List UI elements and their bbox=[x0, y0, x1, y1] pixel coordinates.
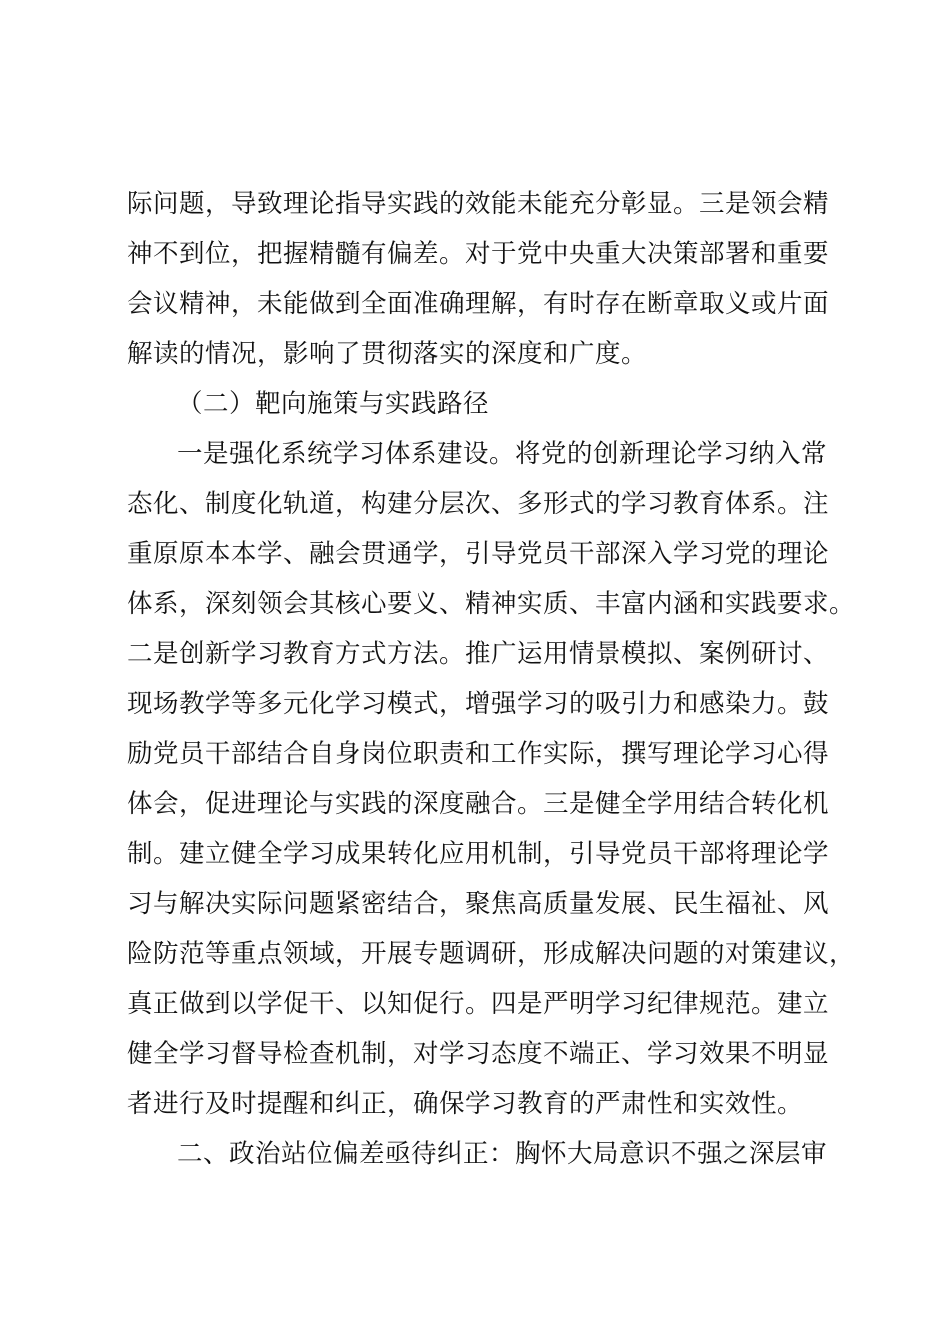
body-text-line: 解读的情况，影响了贯彻落实的深度和广度。 bbox=[127, 339, 648, 369]
body-text-line: 际问题，导致理论指导实践的效能未能充分彰显。三是领会精 bbox=[127, 189, 830, 219]
body-text-line: 者进行及时提醒和纠正，确保学习教育的严肃性和实效性。 bbox=[127, 1089, 804, 1119]
body-text-line: 二是创新学习教育方式方法。推广运用情景模拟、案例研讨、 bbox=[127, 639, 830, 669]
body-text-line: 险防范等重点领域，开展专题调研，形成解决问题的对策建议， bbox=[127, 939, 856, 969]
body-text-line: 习与解决实际问题紧密结合，聚焦高质量发展、民生福祉、风 bbox=[127, 889, 830, 919]
body-text-line: 制。建立健全学习成果转化应用机制，引导党员干部将理论学 bbox=[127, 839, 830, 869]
body-text-line: 神不到位，把握精髓有偏差。对于党中央重大决策部署和重要 bbox=[127, 239, 830, 269]
body-text-line: 会议精神，未能做到全面准确理解，有时存在断章取义或片面 bbox=[127, 289, 830, 319]
body-text-line: 现场教学等多元化学习模式，增强学习的吸引力和感染力。鼓 bbox=[127, 689, 830, 719]
chapter-heading: 二、政治站位偏差亟待纠正：胸怀大局意识不强之深层审 bbox=[177, 1139, 828, 1169]
body-text-line: 一是强化系统学习体系建设。将党的创新理论学习纳入常 bbox=[177, 439, 828, 469]
body-text-line: 体会，促进理论与实践的深度融合。三是健全学用结合转化机 bbox=[127, 789, 830, 819]
body-text-line: 态化、制度化轨道，构建分层次、多形式的学习教育体系。注 bbox=[127, 489, 830, 519]
body-text-line: 真正做到以学促干、以知促行。四是严明学习纪律规范。建立 bbox=[127, 989, 830, 1019]
body-text-line: 健全学习督导检查机制，对学习态度不端正、学习效果不明显 bbox=[127, 1039, 830, 1069]
body-text-line: 重原原本本学、融会贯通学，引导党员干部深入学习党的理论 bbox=[127, 539, 830, 569]
body-text-line: 体系，深刻领会其核心要义、精神实质、丰富内涵和实践要求。 bbox=[127, 589, 856, 619]
section-heading: （二）靶向施策与实践路径 bbox=[177, 389, 490, 419]
body-text-line: 励党员干部结合自身岗位职责和工作实际，撰写理论学习心得 bbox=[127, 739, 830, 769]
